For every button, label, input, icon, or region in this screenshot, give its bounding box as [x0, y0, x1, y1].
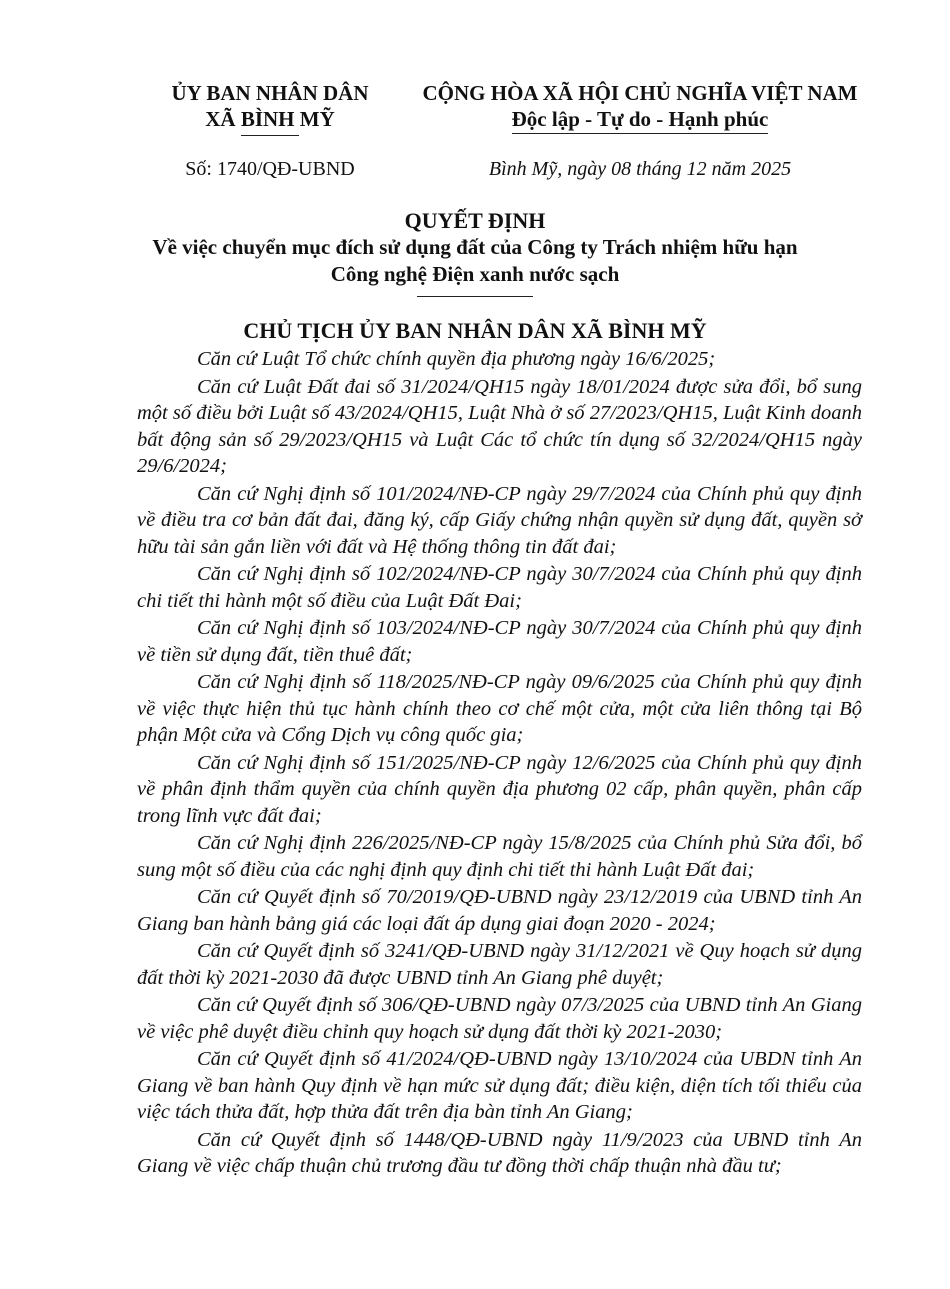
legal-basis-item: Căn cứ Luật Đất đai số 31/2024/QH15 ngày 18/01/2024 được sửa đổi, bổ sung một số điều bởi Luật số 43/2024/QH15, Luật Nhà ở số 27/2023/QH15, Luật Kinh doanh bất động sản số 29/2023/QH15 và Luật Các tổ chức tín dụng số 32/2024/QH15 ngày 29/6/2024; [137, 375, 862, 477]
legal-basis-item: Căn cứ Quyết định số 306/QĐ-UBND ngày 07/3/2025 của UBND tỉnh An Giang về việc phê duyệt điều chỉnh quy hoạch sử dụng đất thời kỳ 2021-2030; [137, 994, 862, 1043]
document-header [0, 80, 950, 200]
agency-commune: XÃ BÌNH MỸ [205, 107, 335, 131]
decision-title-block [0, 207, 950, 297]
national-motto: Độc lập - Tự do - Hạnh phúc [512, 106, 769, 134]
issuing-agency [150, 80, 390, 136]
legal-basis-item: Căn cứ Quyết định số 1448/QĐ-UBND ngày 11/9/2023 của UBND tỉnh An Giang về việc chấp thuận chủ trương đầu tư đồng thời chấp thuận nhà đầu tư; [137, 1128, 862, 1177]
agency-underline [241, 135, 299, 136]
agency-name: ỦY BAN NHÂN DÂN [171, 81, 369, 105]
legal-basis-item: Căn cứ Nghị định số 102/2024/NĐ-CP ngày 30/7/2024 của Chính phủ quy định chi tiết thi hành một số điều của Luật Đất Đai; [137, 563, 862, 612]
national-title: CỘNG HÒA XÃ HỘI CHỦ NGHĨA VIỆT NAM [422, 81, 858, 105]
legal-basis-item: Căn cứ Luật Tổ chức chính quyền địa phương ngày 16/6/2025; [197, 348, 716, 370]
place-and-date: Bình Mỹ, ngày 08 tháng 12 năm 2025 [488, 158, 792, 180]
legal-basis-item: Căn cứ Nghị định 226/2025/NĐ-CP ngày 15/8/2025 của Chính phủ Sửa đổi, bổ sung một số điều của các nghị định quy định chi tiết thi hành Luật Đất đai; [137, 832, 862, 881]
decision-subject-line1: Về việc chuyển mục đích sử dụng đất của Công ty Trách nhiệm hữu hạn [152, 235, 798, 259]
decision-subject-line2: Công nghệ Điện xanh nước sạch [330, 262, 620, 286]
national-heading [405, 80, 875, 134]
legal-basis-item: Căn cứ Quyết định số 70/2019/QĐ-UBND ngày 23/12/2019 của UBND tỉnh An Giang ban hành bảng giá các loại đất áp dụng giai đoạn 2020 - 2024; [137, 886, 862, 935]
legal-basis-item: Căn cứ Nghị định số 101/2024/NĐ-CP ngày 29/7/2024 của Chính phủ quy định về điều tra cơ bản đất đai, đăng ký, cấp Giấy chứng nhận quyền sử dụng đất, quyền sở hữu tài sản gắn liền với đất và Hệ thống thông tin đất đai; [137, 482, 862, 558]
legal-basis-item: Căn cứ Nghị định số 151/2025/NĐ-CP ngày 12/6/2025 của Chính phủ quy định về phân định thẩm quyền của chính quyền địa phương 02 cấp, phân quyền, phân cấp trong lĩnh vực đất đai; [137, 751, 862, 827]
title-divider [417, 296, 533, 297]
document-number: Số: 1740/QĐ-UBND [185, 158, 355, 180]
issuing-authority: CHỦ TỊCH ỦY BAN NHÂN DÂN XÃ BÌNH MỸ [243, 318, 707, 343]
legal-basis-item: Căn cứ Nghị định số 103/2024/NĐ-CP ngày 30/7/2024 của Chính phủ quy định về tiền sử dụng đất, tiền thuê đất; [137, 617, 862, 666]
legal-basis-item: Căn cứ Quyết định số 41/2024/QĐ-UBND ngày 13/10/2024 của UBDN tỉnh An Giang về ban hành Quy định về hạn mức sử dụng đất; điều kiện, diện tích tối thiểu của việc tách thửa đất, hợp thửa đất trên địa bàn tỉnh An Giang; [137, 1048, 862, 1123]
legal-basis-list [137, 346, 862, 1181]
legal-basis-item: Căn cứ Nghị định số 118/2025/NĐ-CP ngày 09/6/2025 của Chính phủ quy định về việc thực hiện thủ tục hành chính theo cơ chế một cửa, một cửa liên thông tại Bộ phận Một cửa và Cổng Dịch vụ công quốc gia; [137, 671, 862, 746]
legal-basis-item: Căn cứ Quyết định số 3241/QĐ-UBND ngày 31/12/2021 về Quy hoạch sử dụng đất thời kỳ 2021-2030 đã được UBND tỉnh An Giang phê duyệt; [137, 940, 862, 989]
decision-title: QUYẾT ĐỊNH [404, 208, 546, 233]
